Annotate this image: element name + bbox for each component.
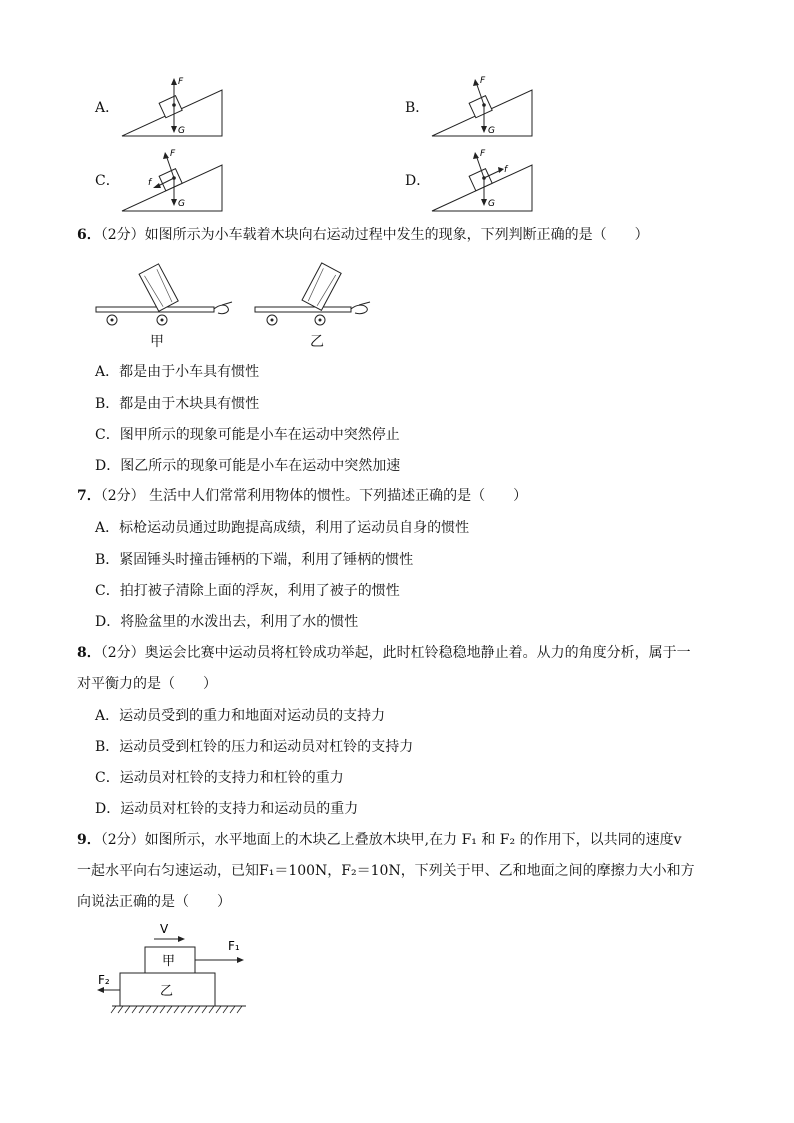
q9-figure xyxy=(96,920,256,1025)
q5-option-a-diagram xyxy=(118,72,228,142)
q5-c-label-f-small: f xyxy=(148,178,152,188)
q5-b-label-g: G xyxy=(488,126,495,136)
q8-option-c: C．运动员对杠铃的支持力和杠铃的重力 xyxy=(95,770,344,786)
q9-stem-line3: 向说法正确的是（ ） xyxy=(77,894,231,910)
q6-number: 6． xyxy=(77,227,101,243)
q9-number: 9． xyxy=(77,832,101,848)
q6-option-b: B．都是由于木块具有惯性 xyxy=(95,396,260,412)
q5-c-label-f: F xyxy=(170,149,176,159)
q7-option-c: C．拍打被子清除上面的浮灰，利用了被子的惯性 xyxy=(95,583,400,599)
q8-score: （2分） xyxy=(100,645,145,661)
q5-option-b-diagram xyxy=(428,72,538,142)
q5-option-a-letter: A． xyxy=(95,100,120,116)
q9-label-yi: 乙 xyxy=(160,984,174,999)
q6-figure xyxy=(92,258,392,328)
q5-option-b-letter: B． xyxy=(405,100,430,116)
q5-option-c-diagram xyxy=(118,145,228,215)
q6-stem xyxy=(77,226,649,244)
q5-option-d-diagram xyxy=(428,145,538,215)
q9-label-v: V xyxy=(160,922,169,936)
q6-score: （2分） xyxy=(100,227,145,243)
q9-label-jia: 甲 xyxy=(162,954,176,969)
q9-stem-line2: 一起水平向右匀速运动，已知F₁＝100N，F₂＝10N，下列关于甲、乙和地面之间的摩擦力大小和方 xyxy=(77,863,695,879)
q5-option-c-letter: C． xyxy=(95,173,120,189)
q9-score: （2分） xyxy=(100,832,145,848)
q5-b-label-f: F xyxy=(480,76,486,86)
q9-stem-line1 xyxy=(77,831,681,849)
q9-label-f2: F₂ xyxy=(98,973,110,987)
q5-option-d-letter: D． xyxy=(405,173,431,189)
q5-d-label-f-small: f xyxy=(504,165,508,175)
q8-stem-text-1: 奥运会比赛中运动员将杠铃成功举起，此时杠铃稳稳地静止着。从力的角度分析，属于一 xyxy=(144,645,691,661)
q5-d-label-g: G xyxy=(488,199,495,209)
q8-option-a: A．运动员受到的重力和地面对运动员的支持力 xyxy=(95,708,386,724)
q8-stem-line2: 对平衡力的是（ ） xyxy=(77,676,217,692)
q7-stem-text: 生活中人们常常利用物体的惯性。下列描述正确的是（ ） xyxy=(144,488,528,504)
q6-stem-text: 如图所示为小车载着木块向右运动过程中发生的现象，下列判断正确的是（ ） xyxy=(144,227,649,243)
q8-option-b: B．运动员受到杠铃的压力和运动员对杠铃的支持力 xyxy=(95,739,414,755)
q7-option-b: B．紧固锤头时撞击锤柄的下端，利用了锤柄的惯性 xyxy=(95,552,414,568)
q5-a-label-g: G xyxy=(178,126,185,136)
q8-option-d: D．运动员对杠铃的支持力和运动员的重力 xyxy=(95,801,359,817)
q6-option-d: D．图乙所示的现象可能是小车在运动中突然加速 xyxy=(95,458,401,474)
q9-stem-text-1: 如图所示，水平地面上的木块乙上叠放木块甲,在力 F₁ 和 F₂ 的作用下，以共同的速度v xyxy=(144,832,682,848)
q5-a-label-f: F xyxy=(178,77,184,87)
q7-number: 7． xyxy=(77,488,101,504)
q5-d-label-f: F xyxy=(480,149,486,159)
q7-option-d: D．将脸盆里的水泼出去，利用了水的惯性 xyxy=(95,614,359,630)
q6-figure-label-jia: 甲 xyxy=(150,334,164,350)
q8-stem-line1 xyxy=(77,644,691,662)
q6-option-a: A．都是由于小车具有惯性 xyxy=(95,364,260,380)
q7-score: （2分） xyxy=(100,488,145,504)
q6-option-c: C．图甲所示的现象可能是小车在运动中突然停止 xyxy=(95,427,400,443)
q9-label-f1: F₁ xyxy=(228,939,240,953)
q6-figure-label-yi: 乙 xyxy=(310,334,324,350)
q7-stem xyxy=(77,487,527,505)
q8-number: 8． xyxy=(77,645,101,661)
q7-option-a: A．标枪运动员通过助跑提高成绩，利用了运动员自身的惯性 xyxy=(95,520,470,536)
q5-c-label-g: G xyxy=(178,199,185,209)
